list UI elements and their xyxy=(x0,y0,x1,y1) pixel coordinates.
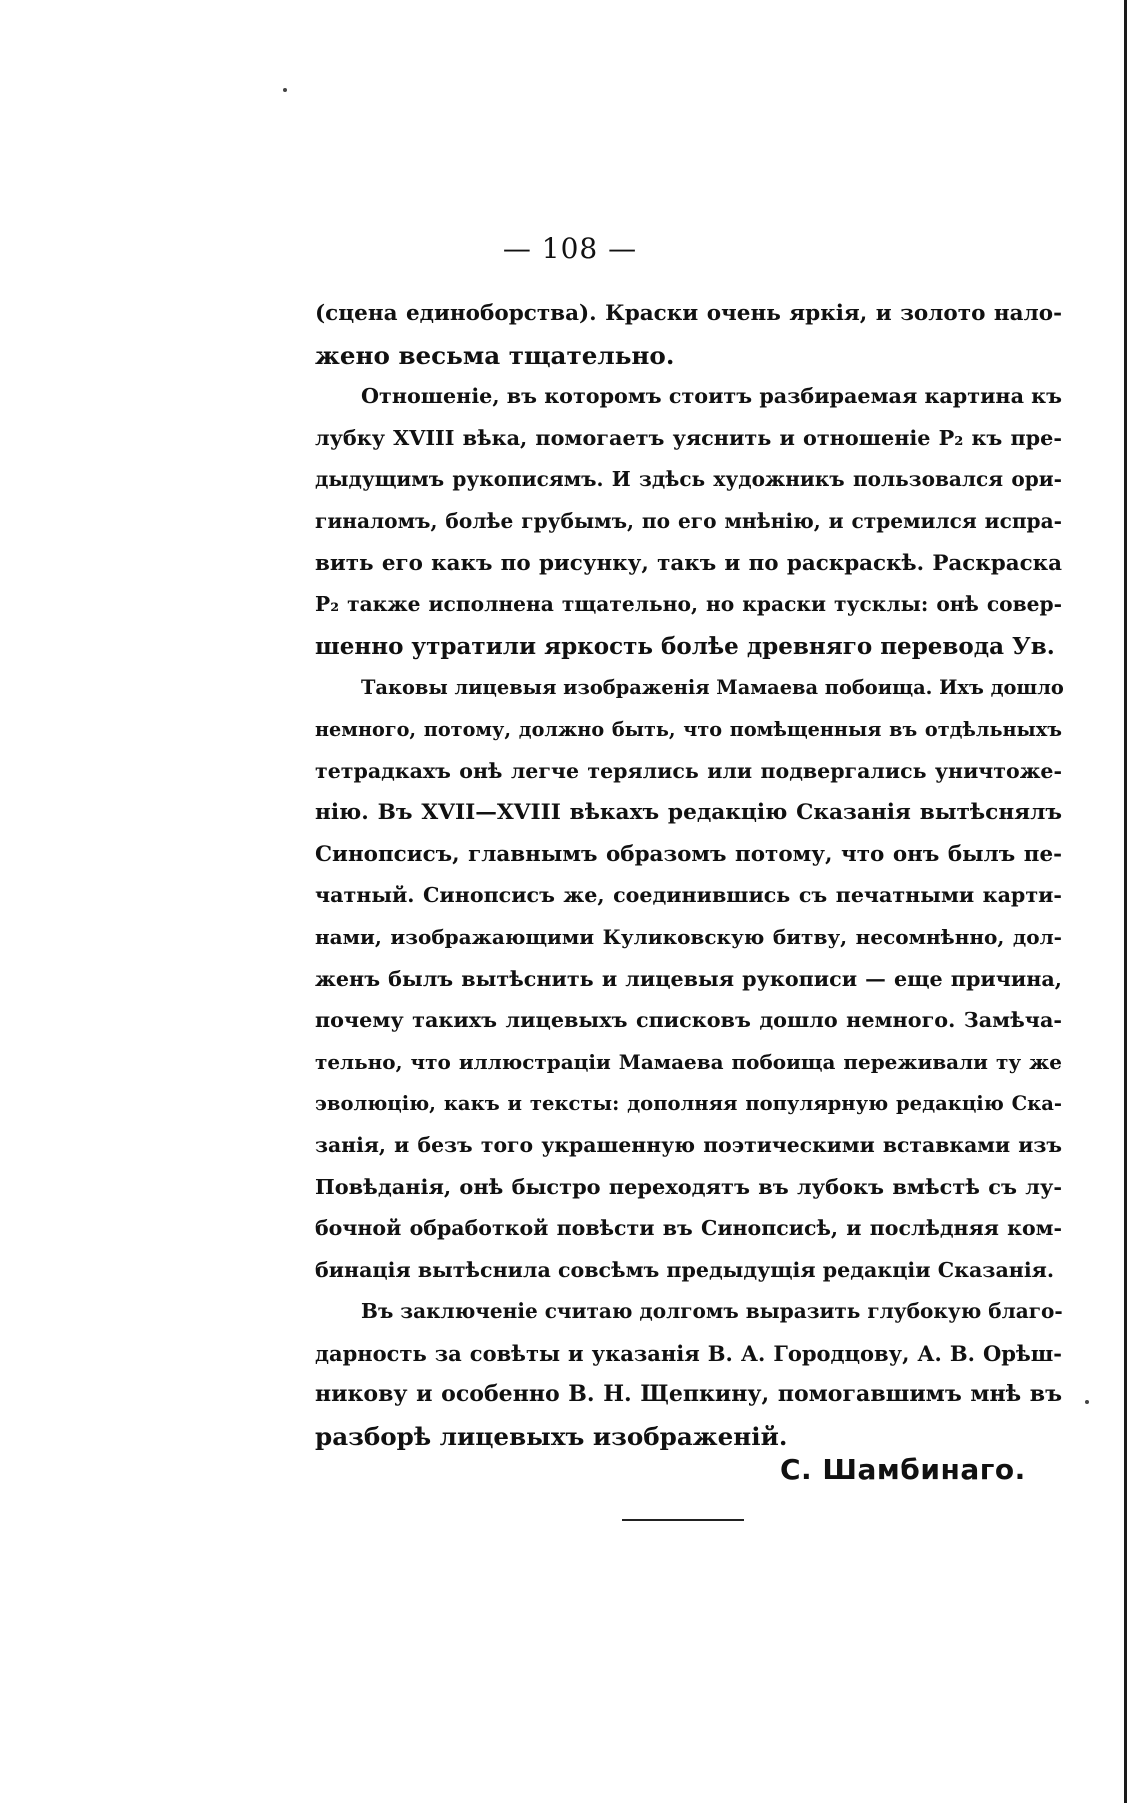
text-line: гиналомъ, болѣе грубымъ, по его мнѣнію, и стремился испра- xyxy=(315,508,1062,533)
ink-speck xyxy=(283,88,287,92)
text-line: тельно, что иллюстраціи Мамаева побоища переживали ту же xyxy=(315,1049,1062,1074)
text-line: бочной обработкой повѣсти въ Синопсисѣ, и послѣдняя ком- xyxy=(315,1216,1062,1241)
paragraph xyxy=(315,667,1062,1291)
text-line: немного, потому, должно быть, что помѣщенныя въ отдѣльныхъ xyxy=(315,717,1062,741)
text-line: Таковы лицевыя изображенія Мамаева побоища. Ихъ дошло xyxy=(361,676,1064,700)
text-line: нами, изображающими Куликовскую битву, несомнѣнно, дол- xyxy=(315,924,1062,949)
text-line: дарность за совѣты и указанія В. А. Городцову, А. В. Орѣш- xyxy=(315,1340,1062,1366)
ink-speck xyxy=(1085,1400,1089,1404)
text-line: почему такихъ лицевыхъ списковъ дошло немного. Замѣча- xyxy=(315,1008,1062,1033)
text-line: Синопсисъ, главнымъ образомъ потому, что онъ былъ пе- xyxy=(315,841,1062,867)
text-line: жено весьма тщательно. xyxy=(315,340,675,370)
text-line: нію. Въ XVII—XVIII вѣкахъ редакцію Сказанія вытѣснялъ xyxy=(315,800,1062,826)
text-line: тетрадкахъ онѣ легче терялись или подвергались уничтоже- xyxy=(315,758,1062,783)
paragraph xyxy=(315,376,1062,667)
paragraph xyxy=(315,1291,1062,1457)
end-divider xyxy=(622,1519,744,1521)
paragraph xyxy=(315,293,1062,376)
text-line: разборѣ лицевыхъ изображеній. xyxy=(315,1422,788,1452)
text-line: Въ заключеніе считаю долгомъ выразить глубокую благо- xyxy=(361,1299,1063,1324)
text-line: Повѣданія, онѣ быстро переходятъ въ лубокъ вмѣстѣ съ лу- xyxy=(315,1174,1062,1200)
text-line: шенно утратили яркость болѣе древняго перевода Ув. xyxy=(315,632,1055,660)
text-line: чатный. Синопсисъ же, соединившись съ печатными карти- xyxy=(315,883,1062,908)
text-line: никову и особенно В. Н. Щепкину, помогавшимъ мнѣ въ xyxy=(315,1381,1062,1408)
text-line: занія, и безъ того украшенную поэтическими вставками изъ xyxy=(315,1132,1062,1157)
author-signature: С. Шамбинаго. xyxy=(780,1453,1026,1486)
text-line: Отношеніе, въ которомъ стоитъ разбираемая картина къ xyxy=(361,384,1062,409)
text-line: (сцена единоборства). Краски очень яркія, и золото нало- xyxy=(315,301,1062,326)
text-line: бинація вытѣснила совсѣмъ предыдущія редакціи Сказанія. xyxy=(315,1257,1055,1282)
text-line: женъ былъ вытѣснить и лицевыя рукописи — еще причина, xyxy=(315,966,1062,991)
text-line: вить его какъ по рисунку, такъ и по раскраскѣ. Раскраска xyxy=(315,550,1062,576)
body-text xyxy=(315,293,1062,1458)
text-line: дыдущимъ рукописямъ. И здѣсь художникъ пользовался ори- xyxy=(315,467,1062,492)
text-line: лубку XVIII вѣка, помогаетъ уяснить и отношеніе P₂ къ пре- xyxy=(315,425,1062,450)
text-line: P₂ также исполнена тщательно, но краски тусклы: онѣ совер- xyxy=(315,592,1062,617)
page-number: — 108 — xyxy=(502,232,638,265)
page-edge-line xyxy=(1124,0,1127,1803)
text-line: эволюцію, какъ и тексты: дополняя популярную редакцію Ска- xyxy=(315,1092,1062,1116)
